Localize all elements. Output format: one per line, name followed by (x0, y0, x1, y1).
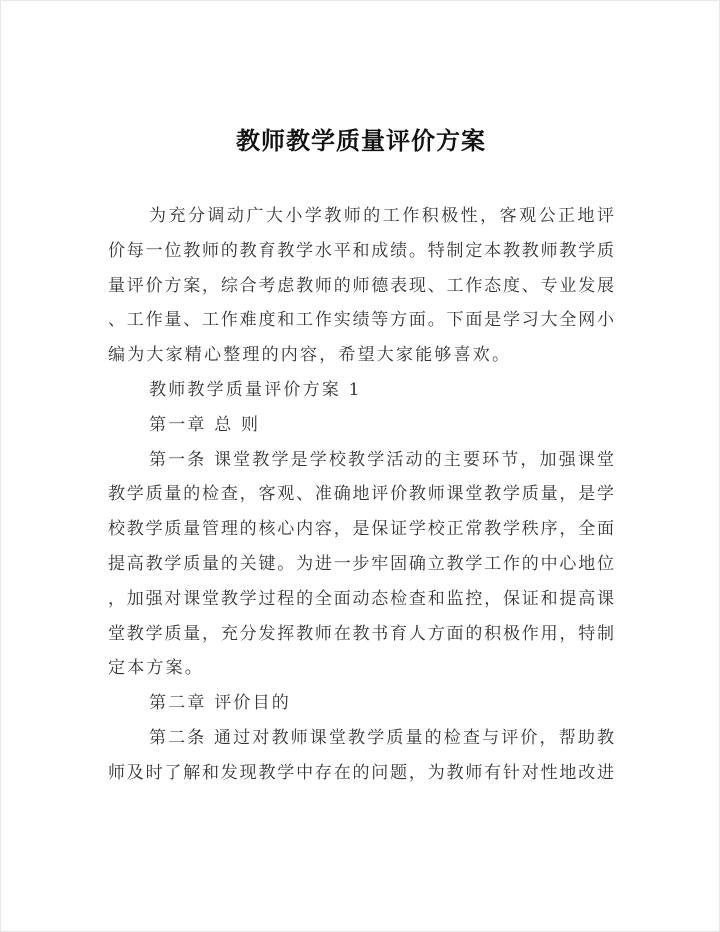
paragraph-line: 定本方案。 (108, 658, 204, 679)
paragraph-line: 校教学质量管理的核心内容，是保证学校正常教学秩序，全面 (108, 519, 614, 540)
paragraph-line: 第一条 课堂教学是学校教学活动的主要环节，加强课堂 (149, 449, 614, 470)
paragraph-line: 、工作量、工作难度和工作实绩等方面。下面是学习大全网小 (108, 310, 614, 331)
paragraph-line: 量评价方案，综合考虑教师的师德表现、工作态度、专业发展 (108, 275, 614, 296)
document-body (108, 199, 614, 791)
paragraph-line: 第二条 通过对教师课堂教学质量的检查与评价，帮助教 (149, 727, 614, 748)
paragraph-line: 编为大家精心整理的内容，希望大家能够喜欢。 (108, 345, 512, 366)
chapter-heading: 第一章 总 则 (149, 414, 261, 435)
chapter-heading: 第二章 评价目的 (149, 693, 292, 714)
paragraph-line: 堂教学质量，充分发挥教师在教书育人方面的积极作用，特制 (108, 623, 614, 644)
paragraph-line: ，加强对课堂教学过程的全面动态检查和监控，保证和提高课 (108, 588, 614, 609)
paragraph-line: 教学质量的检查，客观、准确地评价教师课堂教学质量，是学 (108, 484, 614, 505)
paragraph-line: 价每一位教师的教育教学水平和成绩。特制定本教教师教学质 (108, 240, 614, 261)
paragraph-line: 师及时了解和发现教学中存在的问题，为教师有针对性地改进 (108, 762, 614, 783)
paragraph-line: 为充分调动广大小学教师的工作积极性，客观公正地评 (149, 206, 614, 226)
paragraph-line: 提高教学质量的关键。为进一步牢固确立教学工作的中心地位 (108, 553, 614, 574)
section-heading: 教师教学质量评价方案 1 (149, 379, 362, 400)
document-title: 教师教学质量评价方案 (236, 127, 486, 155)
